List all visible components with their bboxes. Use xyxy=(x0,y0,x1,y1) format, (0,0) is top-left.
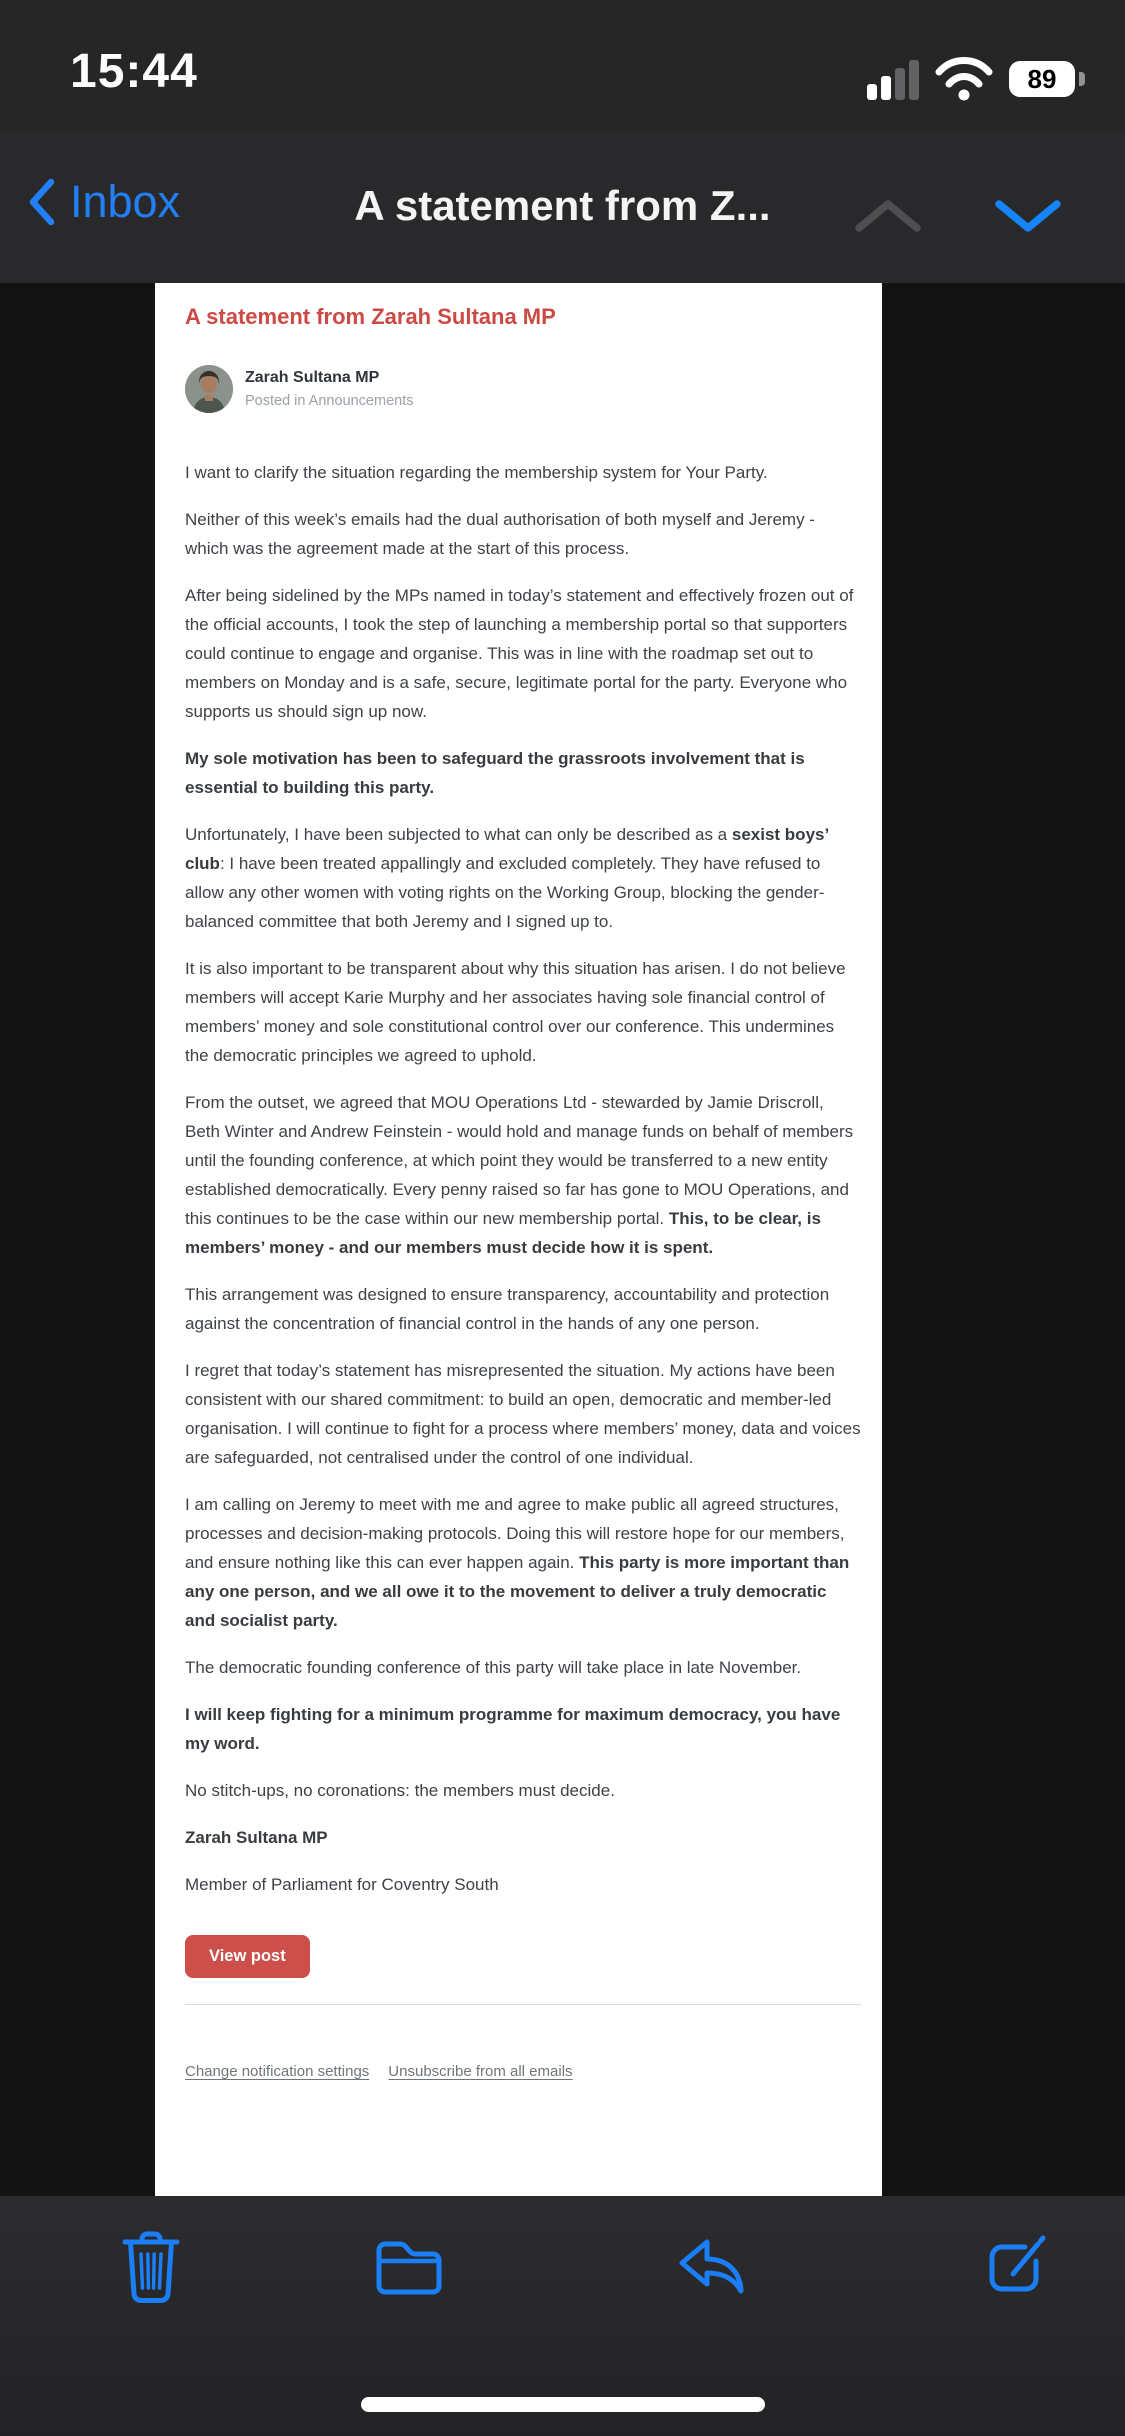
wifi-icon xyxy=(935,57,993,101)
next-message-chevron-down-icon[interactable] xyxy=(993,196,1063,236)
cellular-signal-icon xyxy=(867,58,919,100)
back-label: Inbox xyxy=(70,176,181,227)
email-paragraph: The democratic founding conference of this party will take place in late November. xyxy=(185,1658,802,1677)
email-paragraph: I regret that today’s statement has misrepresented the situation. My actions have been consistent with our shared commitment: to build an open, democratic and member-led organisation. I will continue to fight for a process where members’ money, data and voices are safeguarded, not centralised under the control of one individual. xyxy=(185,1361,861,1467)
footer-link[interactable]: Unsubscribe from all emails xyxy=(388,2063,573,2080)
compose-icon[interactable] xyxy=(983,2234,1047,2298)
email-paragraph: After being sidelined by the MPs named in today’s statement and effectively frozen out of the official accounts, I took the step of launching a membership portal so that supporters could continue to engage and organise. This was in line with the roadmap set out to members on Monday and is a safe, secure, legitimate portal for the party. Everyone who supports us should sign up now. xyxy=(185,586,854,721)
status-bar xyxy=(0,0,1125,132)
home-indicator[interactable] xyxy=(361,2397,765,2412)
previous-message-chevron-up-icon[interactable] xyxy=(853,196,923,236)
status-icons xyxy=(867,56,1085,102)
email-paragraph: Zarah Sultana MP xyxy=(185,1828,328,1847)
email-paragraph: This arrangement was designed to ensure transparency, accountability and protection against the concentration of financial control in the hands of any one person. xyxy=(185,1285,830,1333)
email-paragraph: I want to clarify the situation regarding the membership system for Your Party. xyxy=(185,463,768,482)
email-paragraph: Member of Parliament for Coventry South xyxy=(185,1875,499,1894)
email-card xyxy=(155,283,882,2196)
author-meta: Posted in Announcements xyxy=(245,393,414,409)
email-paragraph: I am calling on Jeremy to meet with me and agree to make public all agreed structures, processes and decision-making protocols. Doing this will restore hope for our members, and ensure nothing like this can ever happen again. This party is more important than any one person, and we all owe it to the movement to deliver a truly democratic and socialist party. xyxy=(185,1495,850,1630)
nav-bar xyxy=(0,132,1125,283)
avatar xyxy=(185,365,233,413)
email-paragraph: No stitch-ups, no coronations: the members must decide. xyxy=(185,1781,615,1800)
author-row xyxy=(185,365,861,413)
email-paragraph: I will keep fighting for a minimum programme for maximum democracy, you have my word. xyxy=(185,1705,841,1753)
battery-percent: 89 xyxy=(1027,63,1057,94)
back-to-inbox-button[interactable] xyxy=(28,176,180,228)
email-content-area xyxy=(0,283,1125,2196)
email-paragraph: It is also important to be transparent about why this situation has arisen. I do not believe members will accept Karie Murphy and her associates having sole financial control of members’ money and sole constitutional control over our conference. This undermines the democratic principles we agreed to uphold. xyxy=(185,959,846,1065)
status-time: 15:44 xyxy=(70,45,198,98)
view-post-button[interactable]: View post xyxy=(185,1935,310,1978)
email-paragraph: Neither of this week’s emails had the dual authorisation of both myself and Jeremy - which was the agreement made at the start of this process. xyxy=(185,510,815,558)
footer-links xyxy=(185,2063,861,2080)
folder-icon[interactable] xyxy=(373,2238,445,2298)
email-subject-title: A statement from Z... xyxy=(354,182,771,229)
divider xyxy=(185,2004,861,2005)
email-paragraph: Unfortunately, I have been subjected to what can only be described as a sexist boys’ club: I have been treated appallingly and excluded completely. They have refused to allow any other women with voting rights on the Working Group, blocking the gender-balanced committee that both Jeremy and I signed up to. xyxy=(185,825,829,931)
email-heading: A statement from Zarah Sultana MP xyxy=(185,304,556,329)
email-paragraph: From the outset, we agreed that MOU Operations Ltd - stewarded by Jamie Driscroll, Beth Winter and Andrew Feinstein - would hold and manage funds on behalf of members until the founding conference, at which point they would be transferred to a new entity established democratically. Every penny raised so far has gone to MOU Operations, and this continues to be the case within our new membership portal. This, to be clear, is members’ money - and our members must decide how it is spent. xyxy=(185,1093,854,1257)
email-body xyxy=(185,458,861,1899)
battery-icon xyxy=(1009,61,1075,97)
author-name: Zarah Sultana MP xyxy=(245,369,380,386)
footer-link[interactable]: Change notification settings xyxy=(185,2063,370,2080)
battery-tip xyxy=(1079,72,1085,86)
trash-icon[interactable] xyxy=(122,2230,180,2306)
chevron-left-icon xyxy=(28,177,56,227)
email-paragraph: My sole motivation has been to safeguard the grassroots involvement that is essential to building this party. xyxy=(185,749,805,797)
reply-icon[interactable] xyxy=(677,2236,749,2298)
